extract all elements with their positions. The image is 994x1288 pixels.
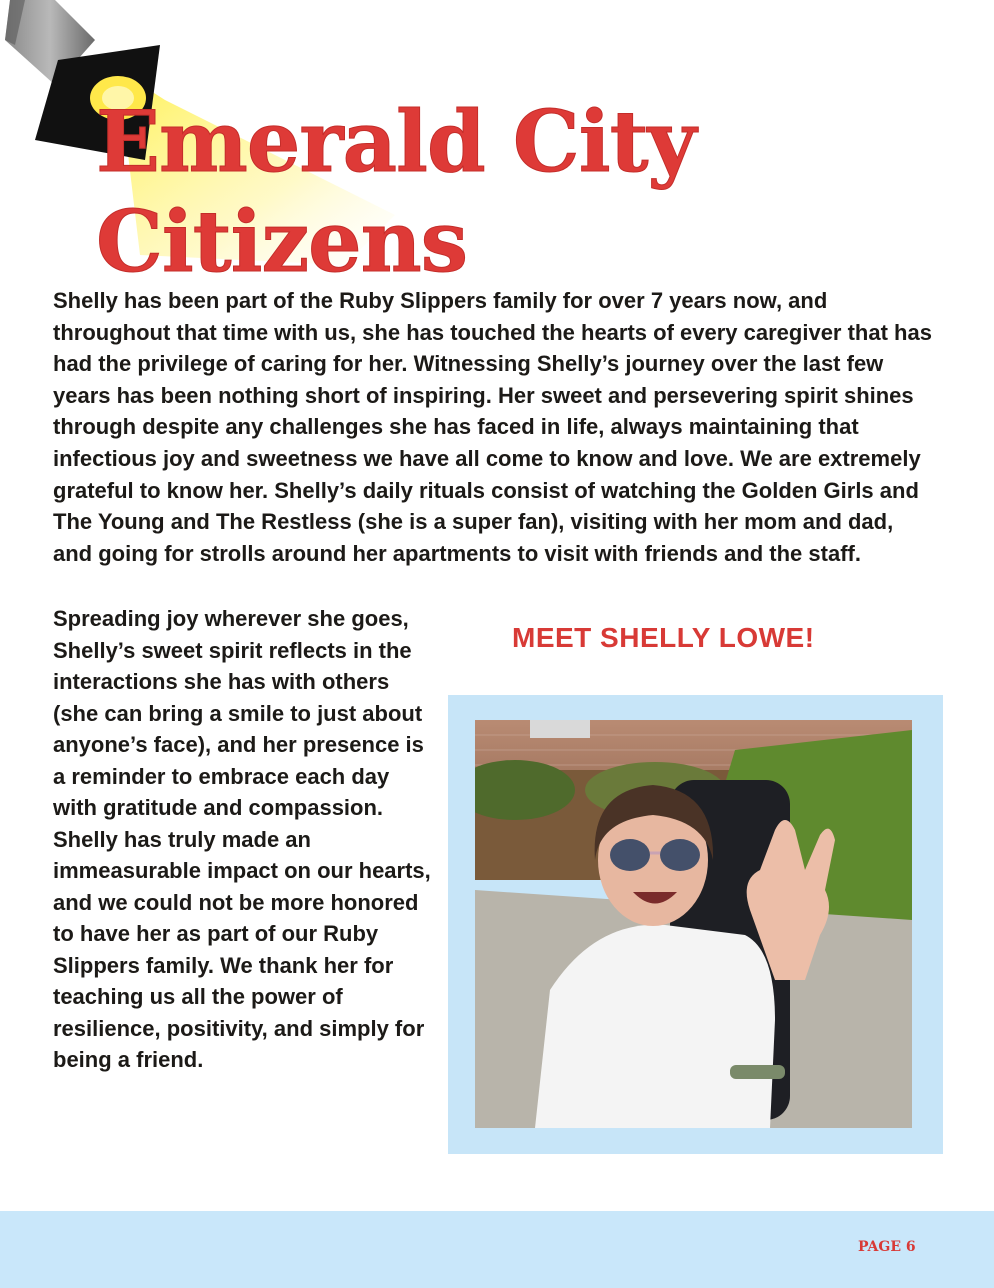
photo-frame bbox=[448, 695, 943, 1154]
page-title: Emerald City Citizens bbox=[96, 92, 696, 291]
article-intro: Shelly has been part of the Ruby Slippers family for over 7 years now, and throughout that time with us, she has touched the hearts of every caregiver that has had the privilege of caring for her. Witnessing Shelly’s journey over the last few years has been nothing short of inspiring. Her sweet and persevering spirit shines through despite any challenges she has faced in life, always maintaining that infectious joy and sweetness we have all come to know and love. We are extremely grateful to know her. Shelly’s daily rituals consist of watching the Golden Girls and The Young and The Restless (she is a super fan), visiting with her mom and dad, and going for strolls around her apartments to visit with friends and the staff. bbox=[53, 288, 932, 566]
page-footer bbox=[0, 1211, 994, 1288]
article-continued: Spreading joy wherever she goes, Shelly’s sweet spirit reflects in the interactions she has with others (she can bring a smile to just about anyone’s face), and her presence is a reminder to embrace each day with gratitude and compassion. Shelly has truly made an immeasurable impact on our hearts, and we could not be more honored to have her as part of our Ruby Slippers family. We thank her for teaching us all the power of resilience, positivity, and simply for being a friend. bbox=[53, 606, 431, 1072]
caption-heading: MEET SHELLY LOWE! bbox=[512, 622, 815, 653]
photo-placeholder bbox=[475, 720, 912, 1128]
page-number: PAGE 6 bbox=[858, 1239, 916, 1255]
